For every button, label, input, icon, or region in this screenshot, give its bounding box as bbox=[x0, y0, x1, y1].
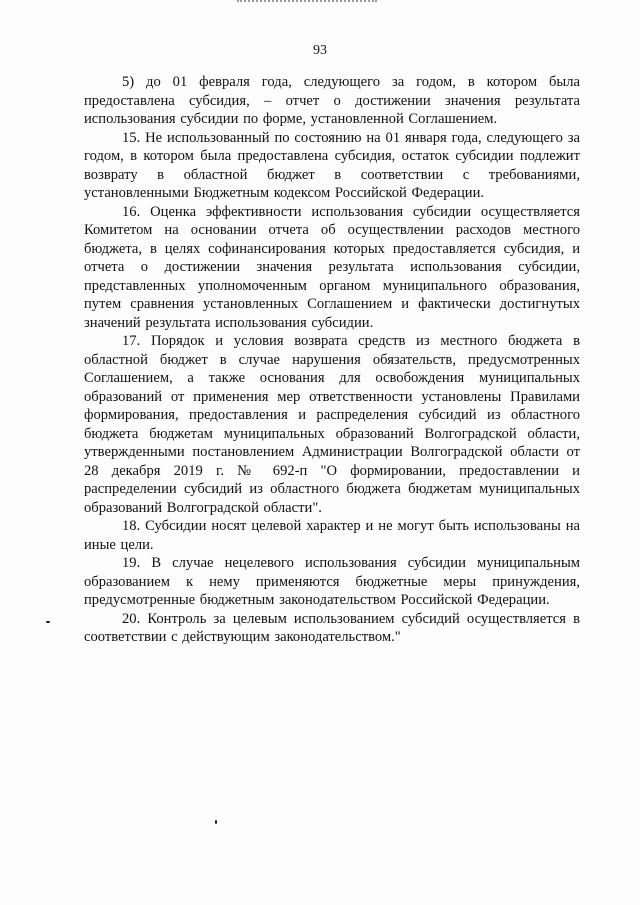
paragraph-18-targeted-nature: 18. Субсидии носят целевой характер и не могут быть использованы на иные цели. bbox=[84, 518, 580, 553]
paragraph-16-efficiency-assessment: 16. Оценка эффективности использования субсидии осуществляется Комитетом на основании отчета об осуществлении расходов местного бюджета, в целях софинансирования которых предоставляется субсидия, и отчета о достижении значения результата использования субсидии, представленных уполномоченным органом муниципального образования, путем сравнения установленных Соглашением и фактически достигнутых значений результата использования субсидии. bbox=[84, 203, 580, 331]
page-number: 93 bbox=[313, 43, 327, 58]
document-body bbox=[84, 73, 580, 647]
paragraph-15-unused-balance: 15. Не использованный по состоянию на 01 января года, следующего за годом, в котором была предоставлена субсидия, остаток субсидии подлежит возврату в областной бюджет в соответствии с требованиями, установленными Бюджетным кодексом Российской Федерации. bbox=[84, 129, 580, 201]
paragraph-17-return-procedure: 17. Порядок и условия возврата средств из местного бюджета в областной бюджет в случае нарушения обязательств, предусмотренных Соглашением, а также основания для освобождения муниципальных образований от применения мер ответственности установлены Правилами формирования, предоставления и распределения субсидий из областного бюджета бюджетам муниципальных образований Волгоградской области, утвержденными постановлением Администрации Волгоградской области от 28 декабря 2019 г. № 692-п "О формировании, предоставлении и распределении субсидий из областного бюджета бюджетам муниципальных образований Волгоградской области". bbox=[84, 333, 580, 516]
paragraph-5-report-deadline: 5) до 01 февраля года, следующего за годом, в котором была предоставлена субсидия, – отчет о достижении значения результата использования субсидии по форме, установленной Соглашением. bbox=[84, 74, 580, 127]
scan-speck bbox=[46, 621, 50, 623]
scan-edge-mark bbox=[237, 0, 377, 4]
scan-speck bbox=[215, 820, 217, 824]
paragraph-19-misuse-measures: 19. В случае нецелевого использования субсидии муниципальным образованием к нему применяются бюджетные меры принуждения, предусмотренные бюджетным законодательством Российской Федерации. bbox=[84, 555, 580, 608]
paragraph-20-control: 20. Контроль за целевым использованием субсидий осуществляется в соответствии с действующим законодательством." bbox=[84, 610, 580, 645]
